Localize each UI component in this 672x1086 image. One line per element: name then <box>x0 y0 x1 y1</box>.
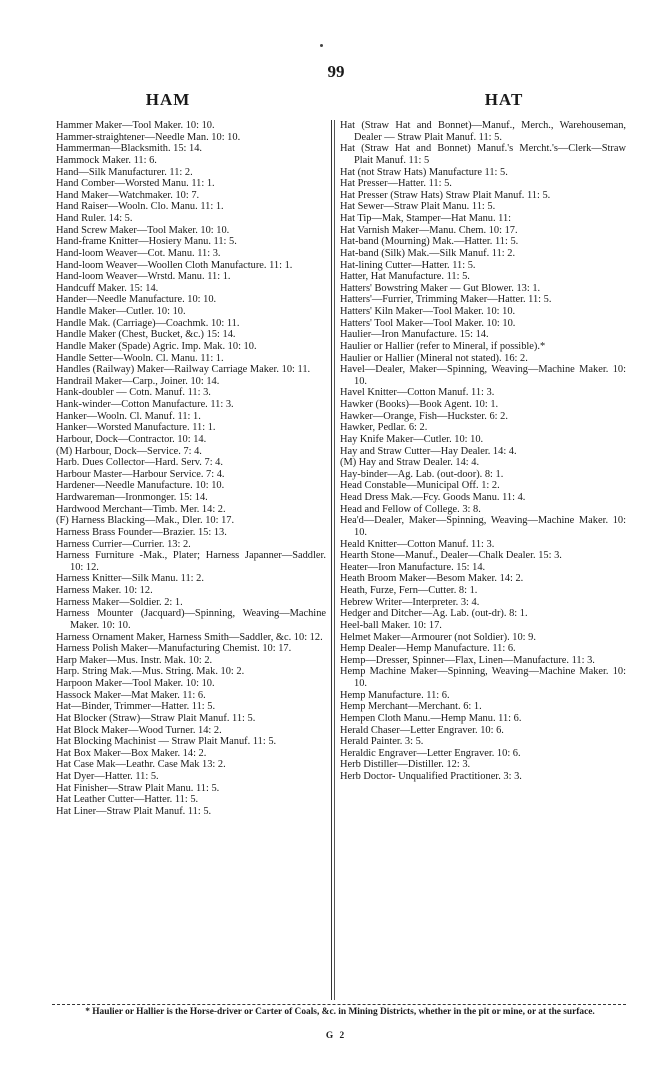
index-entry: Harbour Master—Harbour Service. 7: 4. <box>56 468 225 480</box>
index-entry: Harness Furniture -Mak., Plater; Harness Japanner—Saddler. 10: 12. <box>56 550 326 573</box>
index-entry: Hebrew Writer—Interpreter. 3: 4. <box>340 596 480 608</box>
index-entry: Hatters' Kiln Maker—Tool Maker. 10: 10. <box>340 306 516 317</box>
index-entry: Hay Knife Maker—Cutler. 10: 10. <box>340 433 484 445</box>
index-entry: Hat Block Maker—Wood Turner. 14: 2. <box>56 724 222 736</box>
index-entry: Hat Dyer—Hatter. 11: 5. <box>56 771 159 782</box>
index-entry: Hat Case Mak—Leathr. Case Mak 13: 2. <box>56 759 226 771</box>
index-entry: Hemp Merchant—Merchant. 6: 1. <box>340 701 482 713</box>
index-entry: Hat-band (Silk) Mak.—Silk Manuf. 11: 2. <box>340 247 516 259</box>
index-entry: Harness Maker—Soldier. 2: 1. <box>56 596 183 608</box>
column-divider-secondary <box>334 120 336 1000</box>
index-entry: Hand-loom Weaver—Woollen Cloth Manufacture. 11: 1. <box>56 259 293 271</box>
index-entry: Hawker—Orange, Fish—Huckster. 6: 2. <box>340 410 508 422</box>
right-column <box>340 120 626 783</box>
index-entry: Head and Fellow of College. 3: 8. <box>340 503 481 515</box>
index-entry: Hemp—Dresser, Spinner—Flax, Linen—Manufacture. 11: 3. <box>340 654 595 666</box>
index-entry: Hawker (Books)—Book Agent. 10: 1. <box>340 399 499 410</box>
index-entry: Harness Ornament Maker, Harness Smith—Saddler, &c. 10: 12. <box>56 631 323 643</box>
index-entry: Hat Varnish Maker—Manu. Chem. 10: 17. <box>340 224 518 236</box>
index-entry: Harp Maker—Mus. Instr. Mak. 10: 2. <box>56 654 213 666</box>
index-entry: Hammerman—Blacksmith. 15: 14. <box>56 143 203 155</box>
index-entry: Hatter, Hat Manufacture. 11: 5. <box>340 271 470 283</box>
index-entry: Havel—Dealer, Maker—Spinning, Weaving—Machine Maker. 10: 10. <box>340 364 626 387</box>
index-entry: Hea'd—Dealer, Maker—Spinning, Weaving—Machine Maker. 10: 10. <box>340 515 626 538</box>
index-entry: Head Dress Mak.—Fcy. Goods Manu. 11: 4. <box>340 492 526 503</box>
index-entry: Hat Presser—Hatter. 11: 5. <box>340 178 452 190</box>
index-entry: Hardener—Needle Manufacture. 10: 10. <box>56 480 225 492</box>
footnote: * Haulier or Hallier is the Horse-driver or Carter of Coals, &c. in Mining Districts, whether in the pit or mine, or at the surface. <box>85 1007 595 1017</box>
index-entry: Heater—Iron Manufacture. 15: 14. <box>340 561 486 573</box>
index-entry: Hank-doubler — Cotn. Manuf. 11: 3. <box>56 387 211 399</box>
index-entry: Hatters' Tool Maker—Tool Maker. 10: 10. <box>340 317 516 329</box>
index-entry: Hat Sewer—Straw Plait Manu. 11: 5. <box>340 201 496 213</box>
index-entry: Handcuff Maker. 15: 14. <box>56 282 159 294</box>
index-entry: Heath, Furze, Fern—Cutter. 8: 1. <box>340 585 478 596</box>
index-entry: Harbour, Dock—Contractor. 10: 14. <box>56 433 207 445</box>
index-entry: Hat (Straw Hat and Bonnet)—Manuf., Merch., Warehouseman, Dealer — Straw Plait Manuf. 11: 5. <box>340 120 626 143</box>
index-entry: Hatters'—Furrier, Trimming Maker—Hatter. 11: 5. <box>340 294 552 306</box>
printer-signature: G 2 <box>325 1031 347 1041</box>
index-entry: Hemp Dealer—Hemp Manufacture. 11: 6. <box>340 643 516 655</box>
index-entry: Hat Finisher—Straw Plait Manu. 11: 5. <box>56 782 220 794</box>
index-entry: Hammer-straightener—Needle Man. 10: 10. <box>56 131 241 143</box>
index-entry: Hemp Manufacture. 11: 6. <box>340 689 450 701</box>
footnote-rule <box>52 1004 626 1005</box>
index-entry: Harness Brass Founder—Brazier. 15: 13. <box>56 526 227 538</box>
index-entry: Hand-frame Knitter—Hosiery Manu. 11: 5. <box>56 236 237 248</box>
index-entry: Harpoon Maker—Tool Maker. 10: 10. <box>56 678 215 689</box>
index-entry: Haulier—Iron Manufacture. 15: 14. <box>340 329 489 341</box>
index-entry: Handle Maker (Chest, Bucket, &c.) 15: 14. <box>56 329 236 341</box>
index-entry: Herb Distiller—Distiller. 12: 3. <box>340 759 471 771</box>
index-entry: Hand Screw Maker—Tool Maker. 10: 10. <box>56 224 230 236</box>
index-entry: Hat (not Straw Hats) Manufacture 11: 5. <box>340 166 508 178</box>
index-entry: (F) Harness Blacking—Mak., Dler. 10: 17. <box>56 515 235 527</box>
index-entry: Handle Maker—Cutler. 10: 10. <box>56 306 186 317</box>
index-entry: Hammer Maker—Tool Maker. 10: 10. <box>56 120 215 131</box>
index-entry: Head Constable—Municipal Off. 1: 2. <box>340 480 500 492</box>
index-entry: Hand Raiser—Wooln. Clo. Manu. 11: 1. <box>56 201 224 213</box>
index-entry: Hat-lining Cutter—Hatter. 11: 5. <box>340 259 476 271</box>
column-divider <box>331 120 333 1000</box>
index-entry: Hedger and Ditcher—Ag. Lab. (out-dr). 8: 1. <box>340 608 528 620</box>
index-entry: Harb. Dues Collector—Hard. Serv. 7: 4. <box>56 457 223 469</box>
index-entry: Hemp Machine Maker—Spinning, Weaving—Machine Maker. 10: 10. <box>340 666 626 689</box>
index-entry: Harness Mounter (Jacquard)—Spinning, Weaving—Machine Maker. 10: 10. <box>56 608 326 631</box>
index-entry: Hassock Maker—Mat Maker. 11: 6. <box>56 689 206 701</box>
right-column-heading: HAT <box>484 90 524 109</box>
index-entry: Hat Blocker (Straw)—Straw Plait Manuf. 11: 5. <box>56 712 256 724</box>
index-entry: Hanker—Wooln. Cl. Manuf. 11: 1. <box>56 410 201 422</box>
index-entry: Hat Liner—Straw Plait Manuf. 11: 5. <box>56 805 212 817</box>
index-entry: Hand Maker—Watchmaker. 10: 7. <box>56 189 200 201</box>
index-entry: Hat-band (Mourning) Mak.—Hatter. 11: 5. <box>340 236 519 248</box>
index-entry: Harness Currier—Currier. 13: 2. <box>56 538 191 550</box>
index-entry: Hearth Stone—Manuf., Dealer—Chalk Dealer. 15: 3. <box>340 550 562 562</box>
index-entry: Hawker, Pedlar. 6: 2. <box>340 422 428 434</box>
index-entry: Harp. String Mak.—Mus. String. Mak. 10: 2. <box>56 666 245 678</box>
index-entry: Heel-ball Maker. 10: 17. <box>340 619 442 631</box>
index-entry: Hander—Needle Manufacture. 10: 10. <box>56 294 217 306</box>
index-entry: Heath Broom Maker—Besom Maker. 14: 2. <box>340 573 524 585</box>
index-entry: Harness Maker. 10: 12. <box>56 585 153 596</box>
left-column-heading: HAM <box>145 90 191 109</box>
index-entry: Hank-winder—Cotton Manufacture. 11: 3. <box>56 399 234 410</box>
index-entry: Hat—Binder, Trimmer—Hatter. 11: 5. <box>56 701 216 713</box>
index-entry: Hat Blocking Machinist — Straw Plait Manuf. 11: 5. <box>56 736 277 748</box>
index-entry: Hand Comber—Worsted Manu. 11: 1. <box>56 178 215 190</box>
index-entry: Hat Tip—Mak, Stamper—Hat Manu. 11: <box>340 213 512 224</box>
index-entry: Handle Mak. (Carriage)—Coachmk. 10: 11. <box>56 317 240 329</box>
index-entry: Harness Polish Maker—Manufacturing Chemist. 10: 17. <box>56 643 292 655</box>
index-entry: Hat Presser (Straw Hats) Straw Plait Manuf. 11: 5. <box>340 189 551 201</box>
printer-mark <box>320 44 323 47</box>
index-entry: Hand-loom Weaver—Cot. Manu. 11: 3. <box>56 247 221 259</box>
index-entry: (M) Hay and Straw Dealer. 14: 4. <box>340 457 480 469</box>
index-entry: Hatters' Bowstring Maker — Gut Blower. 13: 1. <box>340 282 541 294</box>
index-entry: Herb Doctor- Unqualified Practitioner. 3: 3. <box>340 771 522 782</box>
index-entry: Harness Knitter—Silk Manu. 11: 2. <box>56 573 204 585</box>
index-entry: Hand-loom Weaver—Wrstd. Manu. 11: 1. <box>56 271 231 283</box>
index-entry: Hanker—Worsted Manufacture. 11: 1. <box>56 422 216 434</box>
index-entry: Helmet Maker—Armourer (not Soldier). 10: 9. <box>340 631 536 643</box>
index-entry: Hat Box Maker—Box Maker. 14: 2. <box>56 747 207 759</box>
index-entry: Handle Setter—Wooln. Cl. Manu. 11: 1. <box>56 352 224 364</box>
index-entry: Handrail Maker—Carp., Joiner. 10: 14. <box>56 375 220 387</box>
index-entry: Herald Chaser—Letter Engraver. 10: 6. <box>340 724 504 736</box>
index-entry: Hat Leather Cutter—Hatter. 11: 5. <box>56 794 199 806</box>
index-entry: Havel Knitter—Cotton Manuf. 11: 3. <box>340 387 495 399</box>
index-entry: Handle Maker (Spade) Agric. Imp. Mak. 10: 10. <box>56 340 257 352</box>
index-entry: Haulier or Hallier (Mineral not stated). 16: 2. <box>340 352 528 364</box>
index-entry: Heraldic Engraver—Letter Engraver. 10: 6. <box>340 747 521 759</box>
page-number: 99 <box>327 62 345 81</box>
index-entry: Hammock Maker. 11: 6. <box>56 154 157 166</box>
index-entry: Haulier or Hallier (refer to Mineral, if possible).* <box>340 340 546 352</box>
index-entry: Handles (Railway) Maker—Railway Carriage Maker. 10: 11. <box>56 364 311 376</box>
index-entry: Heald Knitter—Cotton Manuf. 11: 3. <box>340 538 495 550</box>
index-entry: Hempen Cloth Manu.—Hemp Manu. 11: 6. <box>340 712 522 724</box>
index-entry: Hardwood Merchant—Timb. Mer. 14: 2. <box>56 503 226 515</box>
index-entry: Hay-binder—Ag. Lab. (out-door). 8: 1. <box>340 468 504 480</box>
index-entry: Hay and Straw Cutter—Hay Dealer. 14: 4. <box>340 445 517 457</box>
index-entry: Hand—Silk Manufacturer. 11: 2. <box>56 166 193 178</box>
index-entry: Herald Painter. 3: 5. <box>340 736 424 748</box>
index-entry: Hand Ruler. 14: 5. <box>56 213 133 224</box>
index-entry: Hat (Straw Hat and Bonnet) Manuf.'s Mercht.'s—Clerk—Straw Plait Manuf. 11: 5 <box>340 143 626 166</box>
index-entry: Hardwareman—Ironmonger. 15: 14. <box>56 492 208 503</box>
index-entry: (M) Harbour, Dock—Service. 7: 4. <box>56 445 202 457</box>
left-column <box>56 120 326 818</box>
